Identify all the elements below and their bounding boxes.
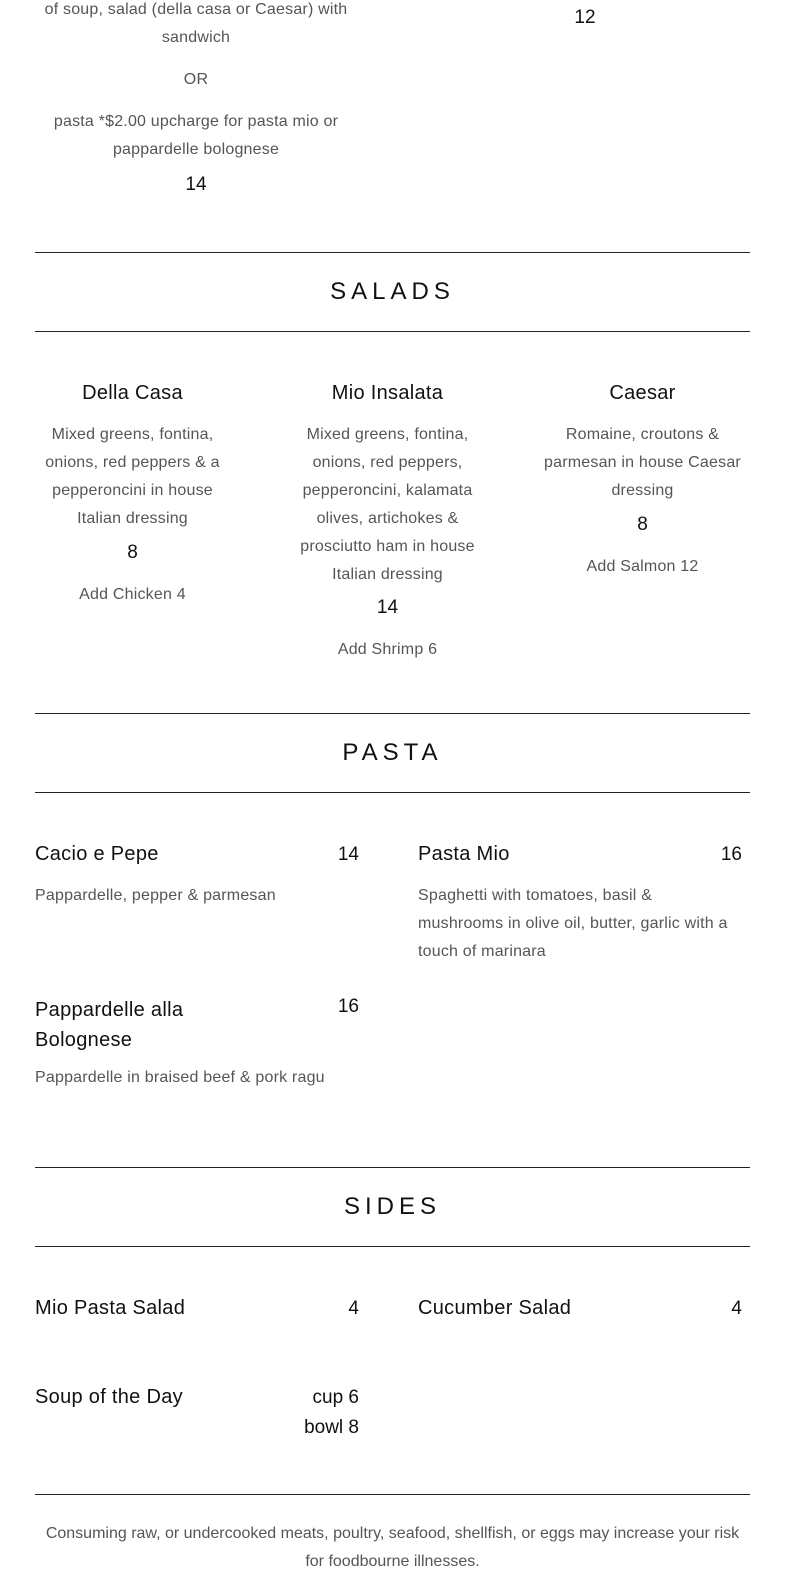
lunch-right-price: 12 <box>574 7 596 28</box>
salad-caesar-addon: Add Salmon 12 <box>586 558 699 575</box>
sides-heading: SIDES <box>343 1193 442 1220</box>
lunch-combo-price: 14 <box>185 174 207 195</box>
salad-della-casa-price: 8 <box>127 542 138 563</box>
pasta-bottom-divider <box>35 792 750 793</box>
sides-top-divider <box>35 1167 750 1168</box>
pasta-mio-price: 16 <box>720 844 742 865</box>
salads-top-divider <box>35 252 750 253</box>
pasta-mio-name: Pasta Mio <box>418 843 510 865</box>
side-soup-of-the-day-name: Soup of the Day <box>35 1386 183 1408</box>
salads-bottom-divider <box>35 331 750 332</box>
side-mio-pasta-salad-price: 4 <box>348 1298 359 1319</box>
salad-della-casa-addon: Add Chicken 4 <box>79 586 186 603</box>
pasta-heading: PASTA <box>342 739 443 766</box>
salad-mio-insalata-price: 14 <box>376 597 399 618</box>
side-mio-pasta-salad-name: Mio Pasta Salad <box>35 1297 186 1319</box>
pasta-mio-desc: Spaghetti with tomatoes, basil & mushrooms in olive oil, butter, garlic with a touch of marinara <box>418 887 728 960</box>
salad-mio-insalata-addon: Add Shrimp 6 <box>337 641 438 658</box>
footer-divider <box>35 1494 750 1495</box>
salad-caesar-name: Caesar <box>609 382 676 404</box>
pasta-bolognese-desc: Pappardelle in braised beef & pork ragu <box>35 1069 325 1086</box>
sides-bottom-divider <box>35 1246 750 1247</box>
salad-caesar-price: 8 <box>637 514 648 535</box>
pasta-bolognese-name: Pappardelle alla Bolognese <box>35 999 184 1051</box>
salad-della-casa-name: Della Casa <box>82 382 183 404</box>
salad-mio-insalata-desc: Mixed greens, fontina, onions, red peppers, pepperoncini, kalamata olives, artichokes & prosciutto ham in house Italian dressing <box>300 426 475 583</box>
side-soup-cup-price: cup 6 <box>312 1387 359 1408</box>
salad-della-casa-desc: Mixed greens, fontina, onions, red peppers & a pepperoncini in house Italian dressing <box>45 426 220 527</box>
side-soup-bowl-price: bowl 8 <box>304 1417 359 1438</box>
pasta-bolognese-price: 16 <box>337 996 359 1017</box>
salad-caesar-desc: Romaine, croutons & parmesan in house Caesar dressing <box>544 426 741 499</box>
pasta-cacio-e-pepe-name: Cacio e Pepe <box>35 843 159 865</box>
lunch-combo-description: of soup, salad (della casa or Caesar) with sandwich <box>44 1 348 46</box>
side-cucumber-salad-price: 4 <box>731 1298 742 1319</box>
pasta-top-divider <box>35 713 750 714</box>
pasta-cacio-e-pepe-desc: Pappardelle, pepper & parmesan <box>35 887 276 904</box>
lunch-or-separator: OR <box>183 71 209 88</box>
food-safety-notice: Consuming raw, or undercooked meats, poultry, seafood, shellfish, or eggs may increase your risk for foodbourne illnesses. <box>45 1525 740 1570</box>
lunch-pasta-option: pasta *$2.00 upcharge for pasta mio or pappardelle bolognese <box>53 113 339 158</box>
pasta-cacio-e-pepe-price: 14 <box>337 844 359 865</box>
side-cucumber-salad-name: Cucumber Salad <box>418 1297 572 1319</box>
salad-mio-insalata-name: Mio Insalata <box>331 382 444 404</box>
salads-heading: SALADS <box>330 278 455 305</box>
